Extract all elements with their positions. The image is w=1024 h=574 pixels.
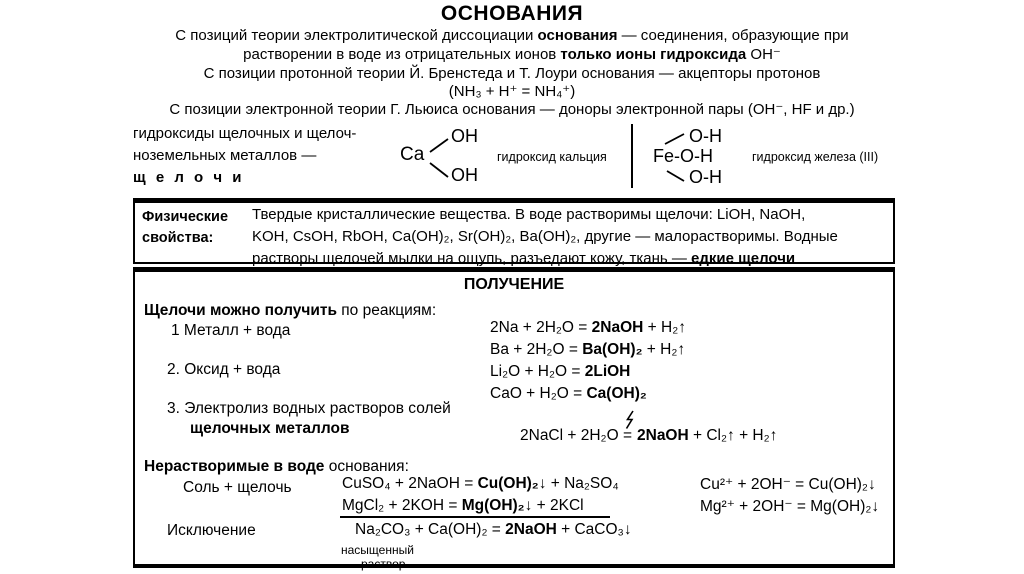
production-box [133, 267, 895, 571]
alkali-note-term: щ е л о ч и [133, 169, 245, 186]
hydroxyl-group: O-H [689, 126, 722, 146]
calcium-hydroxide-structure [398, 127, 488, 187]
equation-product: 2NaOH [505, 521, 557, 538]
definition-text: — соединения, образующие при [617, 27, 849, 44]
equation-product: 2NaOH [591, 319, 644, 336]
ionic-equation-mg: Mg²⁺ + 2OH⁻ = Mg(OH)₂↓ [700, 498, 880, 515]
equation-product: Mg(OH)₂ [461, 497, 525, 514]
page-title: ОСНОВАНИЯ [440, 2, 584, 25]
production-title: ПОЛУЧЕНИЕ [463, 276, 565, 293]
equation-text: CuSO₄ + 2NaOH = [342, 475, 478, 492]
equation-text: + H₂↑ [642, 341, 686, 358]
equation-product: 2NaOH [637, 427, 689, 444]
intro-bold: Щелочи можно получить [144, 302, 337, 319]
equation-product: Ba(OH)₂ [582, 341, 643, 358]
equation-text: Ba + 2H₂O = [490, 341, 583, 358]
equation-text: Na₂CO₃ + Ca(OH)₂ = [355, 521, 506, 538]
definition-electrolytic-line1 [0, 27, 1024, 44]
exception-separator-line [340, 516, 610, 518]
equation-text: ↓ + Na₂SO₄ [538, 475, 619, 492]
equation-text: + H₂↑ [643, 319, 686, 336]
definition-protonic: С позиции протонной теории Й. Бренстеда и Т. Лоури основания — акцепторы протонов [203, 65, 821, 82]
calcium-hydroxide-caption: гидроксид кальция [497, 150, 607, 164]
equation-product: Ca(OH)₂ [586, 385, 647, 402]
physical-label-line2: свойства: [142, 230, 214, 246]
caustic-alkali-term: едкие щелочи [691, 250, 796, 267]
definition-bold-term: только ионы гидроксида [560, 46, 747, 63]
equation-text: ↓ + 2KCl [524, 497, 584, 514]
physical-properties-text [252, 204, 838, 270]
hydroxyl-group: OH [451, 165, 478, 185]
equation-cao-water [490, 385, 647, 403]
definition-electrolytic-line2 [0, 46, 1024, 63]
bond-lines [398, 127, 488, 187]
protonic-equation: (NH₃ + H⁺ = NH₄⁺) [448, 83, 576, 100]
hydroxyl-group: O-H [689, 167, 722, 187]
insoluble-heading-text: основания: [324, 458, 409, 475]
definition-text: С позиций теории электролитической диссоциации [175, 27, 538, 44]
equation-text: + CaCO₃↓ [556, 521, 632, 538]
physical-text-line1: Твердые кристаллические вещества. В воде растворимы щелочи: LiOH, NaOH, [252, 206, 806, 223]
physical-properties-box [133, 198, 895, 267]
saturated-solution-note-line2: раствор [361, 557, 406, 571]
bond-lines [651, 127, 746, 187]
equation-mgcl2 [342, 497, 584, 515]
physical-text-line2: KOH, CsOH, RbOH, Ca(OH)₂, Sr(OH)₂, Ba(OH)₂, другие — малорастворимы. Водные [252, 228, 838, 245]
equation-text: Li₂O + H₂O = [490, 363, 585, 380]
intro-text: по реакциям: [336, 302, 437, 319]
alkali-note [133, 123, 356, 189]
equation-text: CaO + H₂O = [490, 385, 587, 402]
equation-li2o-water [490, 363, 630, 381]
alkali-note-line1: гидроксиды щелочных и щелоч- [133, 125, 357, 142]
equation-ba-water [490, 341, 685, 359]
equation-na2co3 [355, 521, 632, 539]
definition-electronic: С позиции электронной теории Г. Льюиса основания — доноры электронной пары (OH⁻, HF и др.) [169, 101, 855, 118]
physical-properties-label [142, 207, 228, 249]
vertical-divider [631, 124, 633, 188]
ionic-equation-cu: Cu²⁺ + 2OH⁻ = Cu(OH)₂↓ [700, 476, 876, 493]
method-3-label-line2: щелочных металлов [190, 420, 350, 437]
saturated-solution-note-line1: насыщенный [341, 543, 414, 557]
equation-text: 2Na + 2H₂O = [490, 319, 592, 336]
method-3-label-line1: 3. Электролиз водных растворов солей [167, 400, 451, 417]
method-2-label: 2. Оксид + вода [167, 361, 281, 378]
production-intro [144, 302, 436, 320]
physical-text: растворы щелочей мылки на ощупь, разъедают кожу, ткань — [252, 250, 691, 267]
iron-hydroxide-structure [651, 127, 746, 187]
equation-na-water [490, 319, 686, 337]
equation-product: Cu(OH)₂ [477, 475, 539, 492]
iron-hydroxide-caption: гидроксид железа (III) [752, 150, 879, 164]
equation-text: MgCl₂ + 2KOH = [342, 497, 462, 514]
calcium-atom: Ca [400, 144, 425, 165]
lightning-bolt-icon [625, 410, 637, 430]
definition-text: растворении в воде из отрицательных ионов [243, 46, 561, 63]
electrolysis-equals-sign [623, 427, 632, 445]
definition-text: OH⁻ [746, 46, 781, 63]
exception-label: Исключение [167, 522, 256, 539]
insoluble-heading-bold: Нерастворимые в воде [144, 458, 325, 475]
equation-electrolysis [520, 427, 777, 445]
insoluble-heading [144, 458, 409, 476]
hydroxyl-group: OH [451, 126, 478, 146]
method-1-label: 1 Металл + вода [171, 322, 291, 339]
iron-core: Fe-O-H [653, 146, 713, 166]
alkali-note-line2: ноземельных металлов — [133, 147, 317, 164]
physical-label-line1: Физические [142, 209, 229, 225]
definition-bold-term: основания [537, 27, 618, 44]
equation-cuso4 [342, 475, 619, 493]
equation-text: + Cl₂↑ + H₂↑ [688, 427, 778, 444]
equals-glyph: = [622, 427, 632, 444]
salt-alkali-label: Соль + щелочь [183, 479, 292, 496]
equation-text: 2NaCl + 2H₂O [520, 427, 623, 444]
equation-product: 2LiOH [584, 363, 631, 380]
